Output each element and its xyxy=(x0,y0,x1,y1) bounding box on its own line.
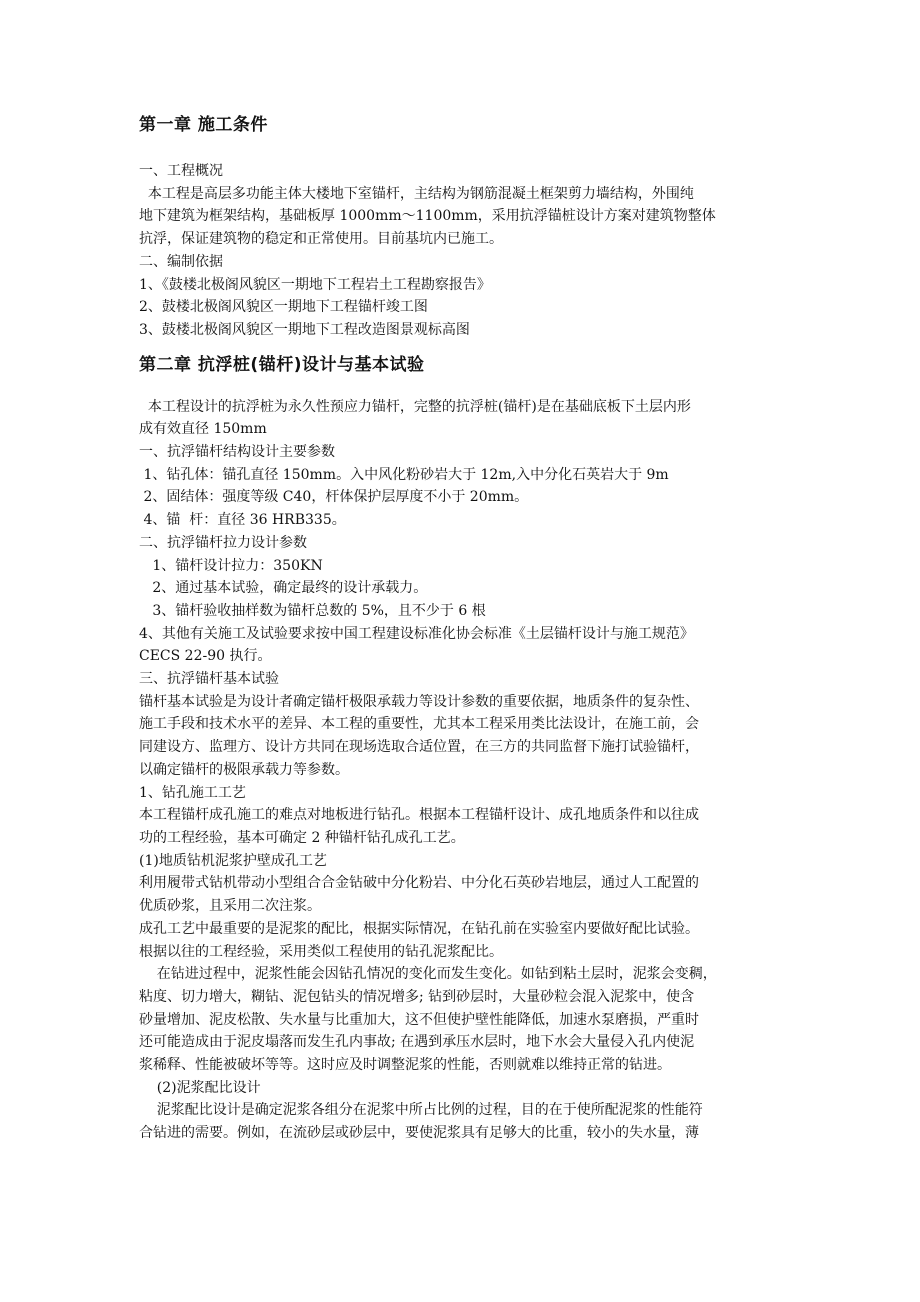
overview-line: 地下建筑为框架结构，基础板厚 1000mm～1100mm，采用抗浮锚桩设计方案对建筑物整体 xyxy=(139,208,716,225)
section-heading-tension-params: 二、抗浮锚杆拉力设计参数 xyxy=(139,534,307,551)
structure-param-item: 4、锚 杆：直径 36 HRB335。 xyxy=(139,512,346,529)
tension-param-item: 4、其他有关施工及试验要求按中国工程建设标准化协会标准《土层锚杆设计与施工规范》 xyxy=(139,625,694,642)
mud-wall-line: 浆稀释、性能被破坏等等。这时应及时调整泥浆的性能，否则就难以维持正常的钻进。 xyxy=(139,1057,671,1074)
mud-wall-line: 粘度、切力增大，糊钻、泥包钻头的情况增多; 钻到砂层时，大量砂粒会混入泥浆中，使含 xyxy=(139,988,695,1005)
tension-param-item: CECS 22-90 执行。 xyxy=(139,648,272,665)
section-heading-structure-params: 一、抗浮锚杆结构设计主要参数 xyxy=(139,444,335,461)
tension-param-item: 2、通过基本试验，确定最终的设计承载力。 xyxy=(139,580,428,597)
subsection-heading-drilling: 1、钻孔施工工艺 xyxy=(139,784,246,801)
mud-wall-line: 成孔工艺中最重要的是泥浆的配比，根据实际情况，在钻孔前在实验室内要做好配比试验。 xyxy=(139,920,699,937)
section-heading-basis: 二、编制依据 xyxy=(139,253,223,270)
basic-test-line: 锚杆基本试验是为设计者确定锚杆极限承载力等设计参数的重要依据，地质条件的复杂性、 xyxy=(139,693,699,710)
section-heading-basic-test: 三、抗浮锚杆基本试验 xyxy=(139,671,279,688)
tension-param-item: 1、锚杆设计拉力：350KN xyxy=(139,557,323,574)
basis-item: 3、鼓楼北极阁风貌区一期地下工程改造图景观标高图 xyxy=(139,321,470,338)
intro-line: 成有效直径 150mm xyxy=(139,421,267,438)
subsection-heading-mud-ratio: (2)泥浆配比设计 xyxy=(139,1079,261,1096)
mud-wall-line: 根据以往的工程经验，采用类似工程使用的钻孔泥浆配比。 xyxy=(139,943,503,960)
overview-line: 抗浮，保证建筑物的稳定和正常使用。目前基坑内已施工。 xyxy=(139,231,503,248)
overview-line: 本工程是高层多功能主体大楼地下室锚杆，主结构为钢筋混凝土框架剪力墙结构，外围纯 xyxy=(139,185,694,202)
mud-wall-line: 优质砂浆，且采用二次注浆。 xyxy=(139,898,321,915)
drilling-line: 本工程锚杆成孔施工的难点对地板进行钻孔。根据本工程锚杆设计、成孔地质条件和以往成 xyxy=(139,807,699,824)
chapter-2-title: 第二章 抗浮桩(锚杆)设计与基本试验 xyxy=(139,354,425,375)
tension-param-item: 3、锚杆验收抽样数为锚杆总数的 5%，且不少于 6 根 xyxy=(139,602,486,619)
mud-wall-line: 利用履带式钻机带动小型组合合金钻破中分化粉岩、中分化石英砂岩地层，通过人工配置的 xyxy=(139,875,699,892)
structure-param-item: 2、固结体：强度等级 C40，杆体保护层厚度不小于 20mm。 xyxy=(139,489,529,506)
mud-ratio-line: 泥浆配比设计是确定泥浆各组分在泥浆中所占比例的过程，目的在于使所配泥浆的性能符 xyxy=(139,1102,703,1119)
section-heading-overview: 一、工程概况 xyxy=(139,163,223,179)
document-content xyxy=(139,112,789,1145)
basic-test-line: 施工手段和技术水平的差异、本工程的重要性，尤其本工程采用类比法设计，在施工前，会 xyxy=(139,716,699,733)
mud-wall-line: 砂量增加、泥皮松散、失水量与比重加大，这不但使护壁性能降低，加速水泵磨损，严重时 xyxy=(139,1011,699,1028)
subsection-heading-mud-wall: (1)地质钻机泥浆护壁成孔工艺 xyxy=(139,852,327,869)
mud-wall-line: 还可能造成由于泥皮塌落而发生孔内事故; 在遇到承压水层时，地下水会大量侵入孔内使泥 xyxy=(139,1034,695,1051)
intro-line: 本工程设计的抗浮桩为永久性预应力锚杆，完整的抗浮桩(锚杆)是在基础底板下土层内形 xyxy=(139,398,691,415)
mud-wall-line: 在钻进过程中，泥浆性能会因钻孔情况的变化而发生变化。如钻到粘土层时，泥浆会变稠， xyxy=(139,966,717,983)
basic-test-line: 以确定锚杆的极限承载力等参数。 xyxy=(139,761,349,778)
chapter-1-title: 第一章 施工条件 xyxy=(139,115,268,135)
structure-param-item: 1、钻孔体：锚孔直径 150mm。入中风化粉砂岩大于 12m,入中分化石英岩大于 9m xyxy=(139,466,669,483)
basis-item: 1、《鼓楼北极阁风貌区一期地下工程岩土工程勘察报告》 xyxy=(139,276,491,293)
drilling-line: 功的工程经验，基本可确定 2 种锚杆钻孔成孔工艺。 xyxy=(139,829,465,846)
basis-item: 2、鼓楼北极阁风貌区一期地下工程锚杆竣工图 xyxy=(139,299,428,316)
basic-test-line: 同建设方、监理方、设计方共同在现场选取合适位置，在三方的共同监督下施打试验锚杆， xyxy=(139,739,699,756)
mud-ratio-line: 合钻进的需要。例如，在流砂层或砂层中，要使泥浆具有足够大的比重，较小的失水量，薄 xyxy=(139,1125,699,1142)
